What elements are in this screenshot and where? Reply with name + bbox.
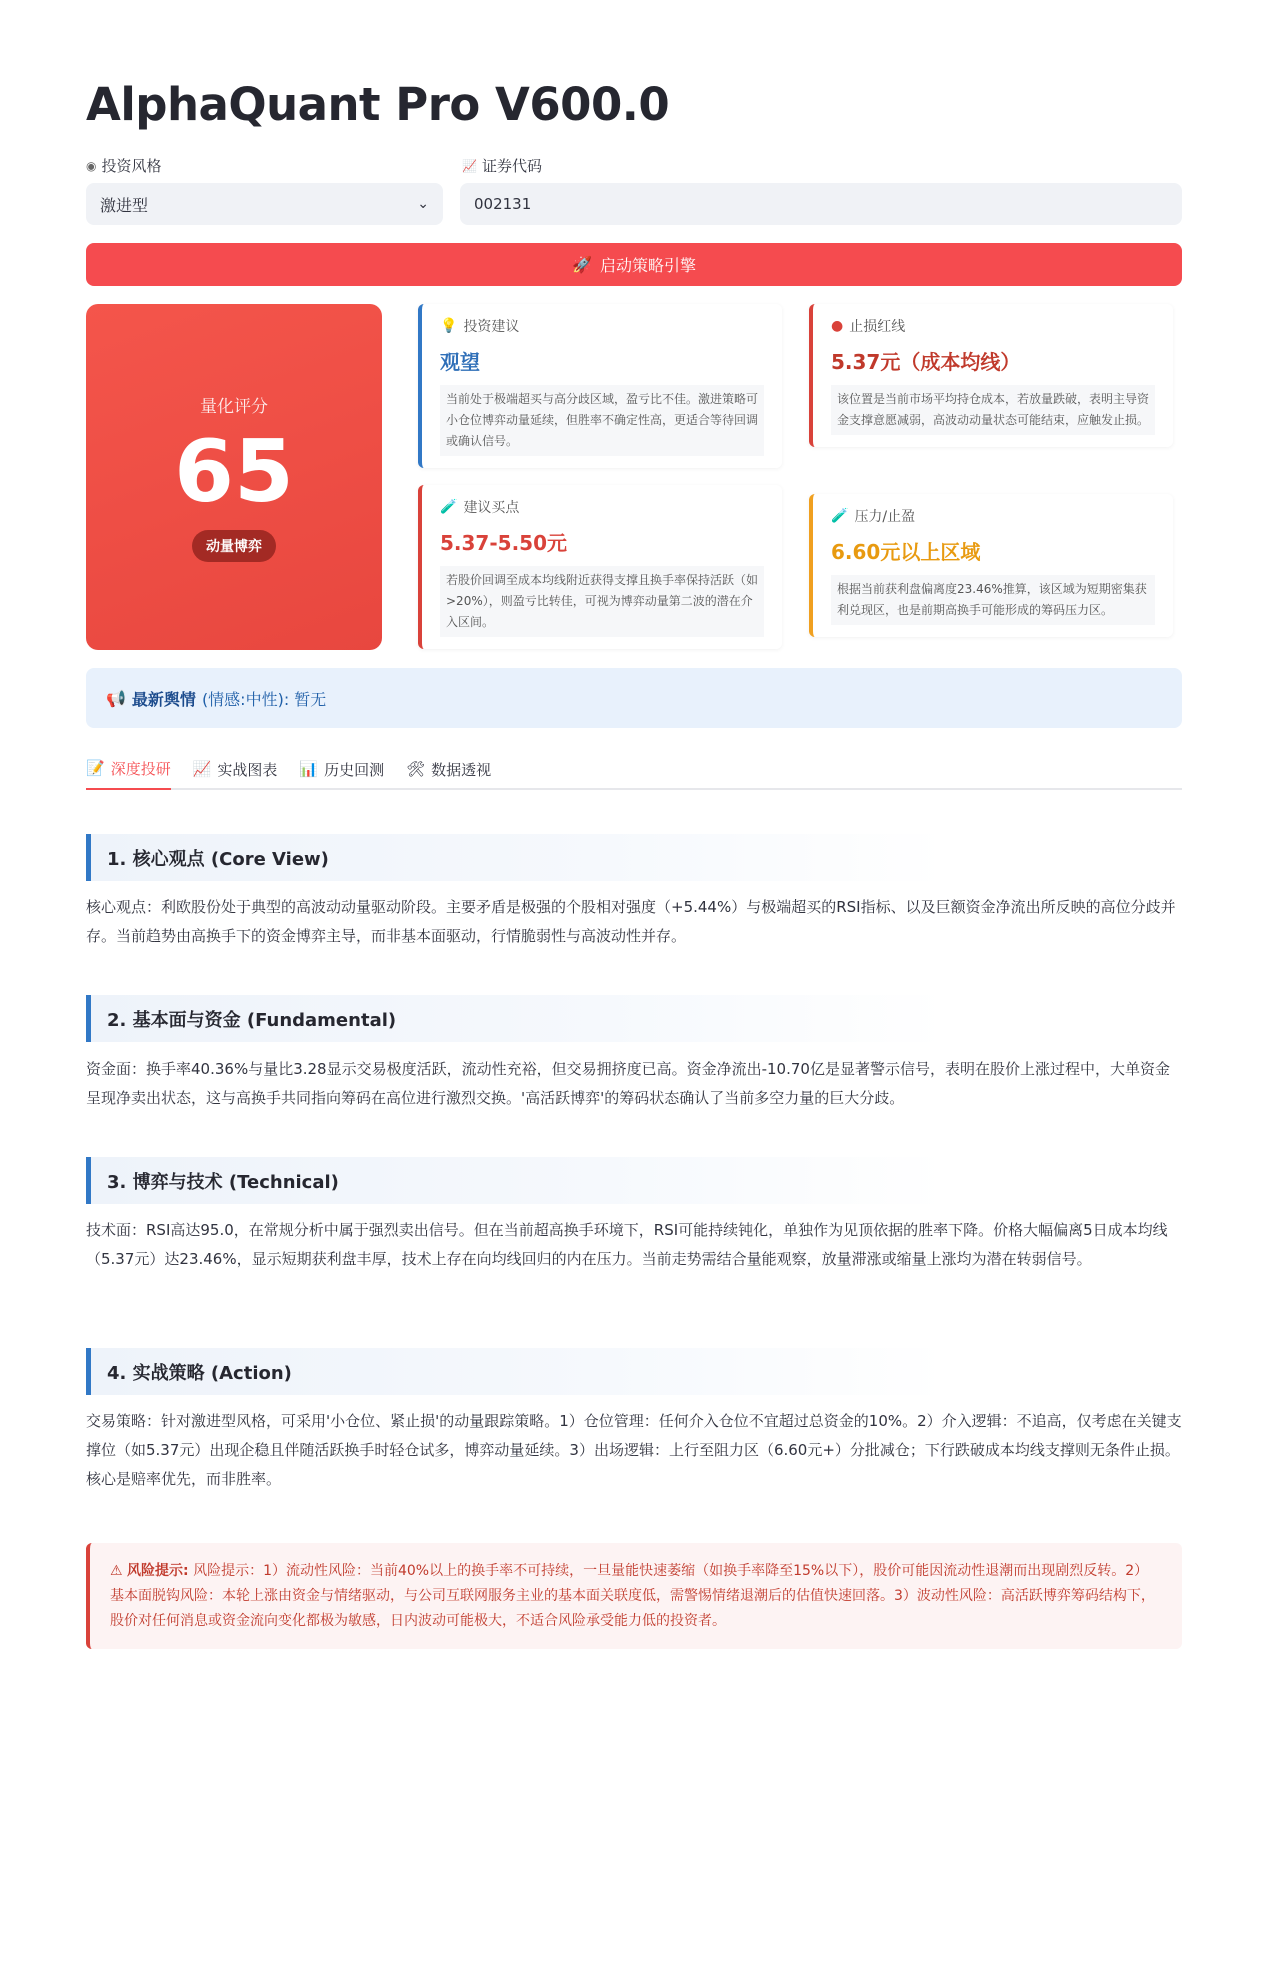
eye-icon: ◉: [86, 158, 97, 173]
tab-backtest[interactable]: 📊 历史回测: [299, 760, 385, 779]
buy-title: 建议买点: [463, 500, 520, 516]
memo-icon: 📝: [86, 759, 105, 777]
buy-card: [418, 485, 782, 649]
app-title: AlphaQuant Pro V600.0: [86, 78, 670, 131]
chevron-down-icon: ⌄: [417, 196, 429, 212]
warning-icon: ⚠: [110, 1563, 123, 1579]
style-select-value: 激进型: [100, 195, 149, 215]
tab-research[interactable]: 📝 深度投研: [86, 748, 171, 790]
flask-icon: 🧪: [831, 508, 849, 524]
flask-icon: 🧪: [440, 499, 458, 515]
stop-value: 5.37元（成本均线）: [831, 350, 1021, 374]
risk-warning: [86, 1543, 1182, 1649]
bar-chart-icon: 📊: [299, 760, 319, 778]
section-body: 交易策略：针对激进型风格，可采用'小仓位、紧止损'的动量跟踪策略。1）仓位管理：任何介入仓位不宜超过总资金的10%。2）介入逻辑：不追高，仅考虑在关键支撑位（如5.37元）出现企稳且伴随活跃换手时轻仓试多，博弈动量延续。3）出场逻辑：上行至阻力区（6.60元+）分批减仓；下行跌破成本均线支撑则无条件止损。核心是赔率优先，而非胜率。: [86, 1412, 1182, 1488]
stop-desc: 该位置是当前市场平均持仓成本，若放量跌破，表明主导资金支撑意愿减弱，高波动动量状态可能结束，应触发止损。: [831, 385, 1155, 435]
tab-data[interactable]: 🛠 数据透视: [406, 760, 492, 779]
section-title: 1. 核心观点 (Core View): [86, 834, 946, 881]
chart-icon: 📈: [192, 760, 212, 778]
megaphone-icon: 📢: [106, 688, 126, 708]
section-body: 技术面：RSI高达95.0，在常规分析中属于强烈卖出信号。但在当前超高换手环境下，RSI可能持续钝化，单独作为见顶依据的胜率下降。价格大幅偏离5日成本均线（5.37元）达23.46%，显示短期获利盘丰厚，技术上存在向均线回归的内在压力。当前走势需结合量能观察，放量滞涨或缩量上涨均为潜在转弱信号。: [86, 1221, 1168, 1268]
section-title: 3. 博弈与技术 (Technical): [86, 1157, 946, 1204]
section-title: 4. 实战策略 (Action): [86, 1348, 946, 1395]
score-tag: 动量博弈: [192, 530, 276, 562]
score-label: 量化评分: [200, 397, 268, 417]
style-label: ◉ 投资风格: [86, 157, 162, 175]
section-title: 2. 基本面与资金 (Fundamental): [86, 995, 946, 1042]
advice-desc: 当前处于极端超买与高分歧区域，盈亏比不佳。激进策略可小仓位博弈动量延续，但胜率不确定性高，更适合等待回调或确认信号。: [440, 385, 764, 456]
score-value: 65: [174, 422, 294, 522]
chart-icon: 📈: [462, 158, 477, 173]
buy-desc: 若股价回调至成本均线附近获得支撑且换手率保持活跃（如>20%），则盈亏比转佳，可视为博弈动量第二波的潜在介入区间。: [440, 566, 764, 637]
score-card: [86, 304, 382, 650]
tools-icon: 🛠: [406, 760, 426, 778]
stop-card: [809, 304, 1173, 447]
rocket-icon: 🚀: [572, 255, 592, 274]
section-body: 核心观点：利欧股份处于典型的高波动动量驱动阶段。主要矛盾是极强的个股相对强度（+5.44%）与极端超买的RSI指标、以及巨额资金净流出所反映的高位分歧并存。当前趋势由高换手下的资金博弈主导，而非基本面驱动，行情脆弱性与高波动性并存。: [86, 898, 1176, 945]
lightbulb-icon: 💡: [440, 318, 458, 334]
run-engine-label: 启动策略引擎: [599, 256, 696, 275]
advice-card: [418, 304, 782, 468]
advice-value: 观望: [440, 350, 480, 374]
code-input-value: 002131: [474, 195, 532, 213]
news-detail: (情感:中性): 暂无: [201, 689, 327, 709]
advice-title: 投资建议: [463, 319, 520, 335]
target-card: [809, 494, 1173, 637]
news-banner: [86, 668, 1182, 728]
risk-body: 风险提示：1）流动性风险：当前40%以上的换手率不可持续，一旦量能快速萎缩（如换手率降至15%以下），股价可能因流动性退潮而出现剧烈反转。2）基本面脱钩风险：本轮上涨由资金与情绪驱动，与公司互联网服务主业的基本面关联度低，需警惕情绪退潮后的估值快速回落。3）波动性风险：高活跃博弈筹码结构下，股价对任何消息或资金流向变化都极为敏感，日内波动可能极大，不适合风险承受能力低的投资者。: [110, 1563, 1155, 1629]
style-select[interactable]: [86, 183, 443, 225]
run-engine-button[interactable]: [86, 243, 1182, 286]
risk-label: 风险提示:: [127, 1563, 189, 1579]
section-body: 资金面：换手率40.36%与量比3.28显示交易极度活跃，流动性充裕，但交易拥挤度已高。资金净流出-10.70亿是显著警示信号，表明在股价上涨过程中，大单资金呈现净卖出状态，这与高换手共同指向筹码在高位进行激烈交换。'高活跃博弈'的筹码状态确认了当前多空力量的巨大分歧。: [86, 1060, 1170, 1107]
code-label: 📈 证券代码: [462, 157, 542, 175]
stop-title: 止损红线: [849, 319, 906, 335]
buy-value: 5.37-5.50元: [440, 531, 567, 555]
tab-bar: [86, 748, 1182, 790]
target-desc: 根据当前获利盘偏离度23.46%推算，该区域为短期密集获利兑现区，也是前期高换手可能形成的筹码压力区。: [831, 575, 1155, 625]
tab-charts[interactable]: 📈 实战图表: [192, 760, 278, 779]
target-value: 6.60元以上区域: [831, 540, 981, 564]
code-input[interactable]: [460, 183, 1182, 225]
target-title: 压力/止盈: [854, 509, 916, 525]
red-dot-icon: ●: [831, 318, 844, 334]
news-label: 最新舆情: [131, 689, 196, 709]
